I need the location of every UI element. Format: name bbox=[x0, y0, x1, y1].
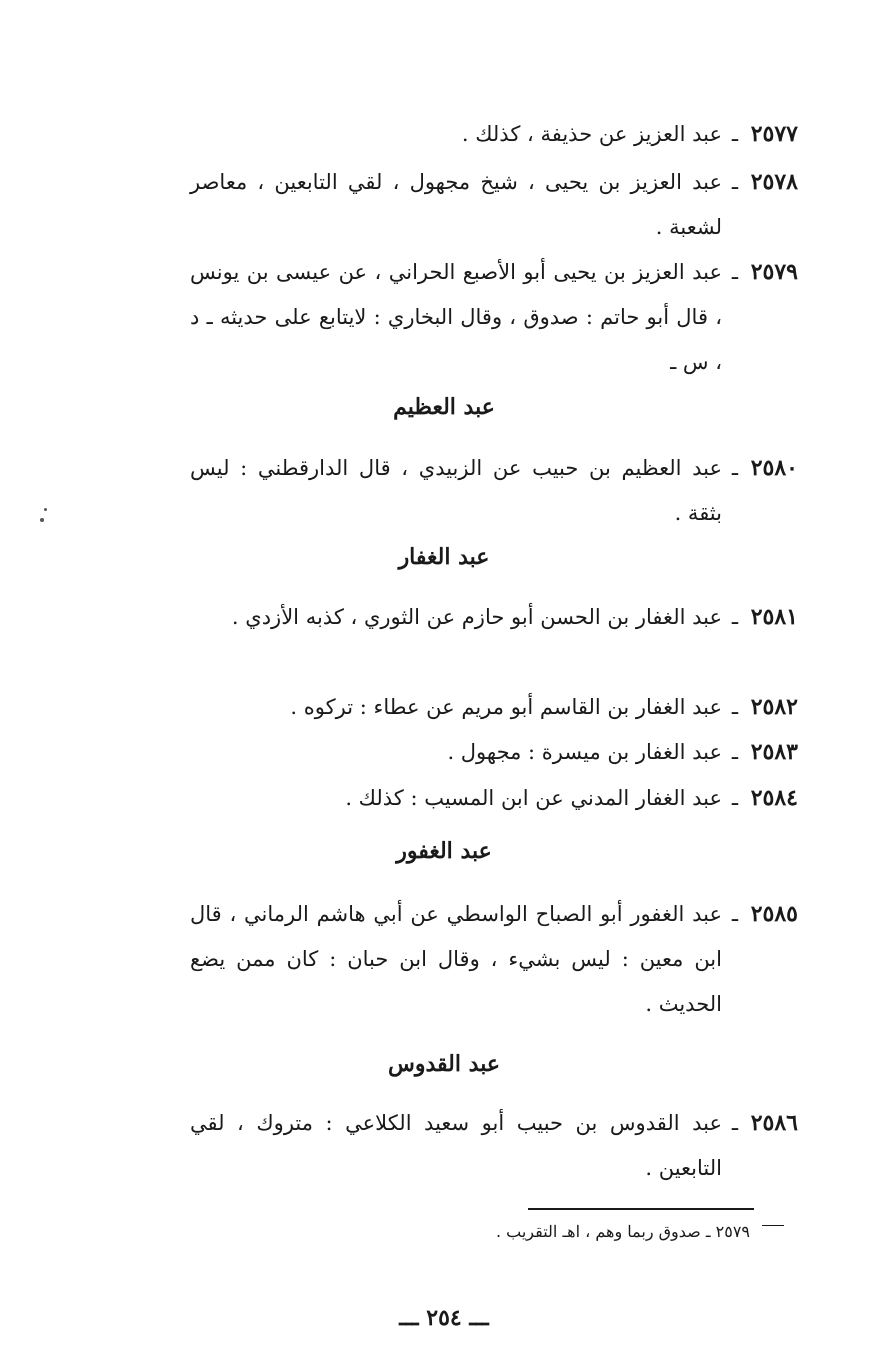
entry-2577 bbox=[190, 112, 798, 157]
entry-2583 bbox=[190, 730, 798, 775]
entry-number: ٢٥٨٠ bbox=[750, 455, 798, 481]
entry-text: عبد الغفار بن الحسن أبو حازم عن الثوري ، كذبه الأزدي . bbox=[231, 605, 722, 629]
entry-number: ٢٥٧٨ bbox=[750, 169, 798, 195]
entry-text: عبد الغفار بن ميسرة : مجهول . bbox=[447, 740, 722, 764]
footnote-marker-dash bbox=[762, 1225, 784, 1226]
entry-2581 bbox=[190, 595, 798, 640]
entry-text: عبد الغفور أبو الصباح الواسطي عن أبي هاشم الرماني ، قال ابن معين : ليس بشيء ، وقال ابن حبان : كان ممن يضع الحديث . bbox=[190, 902, 722, 1016]
entry-dash: ـ bbox=[731, 740, 739, 764]
footnote: ٢٥٧٩ ـ صدوق ربما وهم ، اهـ التقريب . bbox=[495, 1222, 750, 1241]
entry-number: ٢٥٧٩ bbox=[750, 259, 798, 285]
section-heading-abd-al-ghaffar: عبد الغفار bbox=[398, 544, 490, 570]
entry-2580 bbox=[190, 446, 798, 536]
entry-2582 bbox=[190, 685, 798, 730]
entry-number: ٢٥٨١ bbox=[750, 604, 798, 630]
entry-text: عبد العزيز عن حذيفة ، كذلك . bbox=[461, 122, 722, 146]
entry-dash: ـ bbox=[731, 122, 739, 146]
entry-dash: ـ bbox=[731, 260, 739, 284]
entry-2579 bbox=[190, 250, 798, 385]
entry-text: عبد القدوس بن حبيب أبو سعيد الكلاعي : متروك ، لقي التابعين . bbox=[190, 1111, 722, 1180]
entry-2584 bbox=[190, 776, 798, 821]
entry-number: ٢٥٨٤ bbox=[750, 785, 798, 811]
entry-number: ٢٥٨٥ bbox=[750, 901, 798, 927]
entry-dash: ـ bbox=[731, 1111, 739, 1135]
entry-2586 bbox=[190, 1101, 798, 1191]
section-heading-abd-al-quddus: عبد القدوس bbox=[388, 1051, 500, 1077]
footnote-separator bbox=[528, 1208, 754, 1210]
entry-dash: ـ bbox=[731, 902, 739, 926]
entry-2578 bbox=[190, 160, 798, 250]
entry-number: ٢٥٨٢ bbox=[750, 694, 798, 720]
entry-dash: ـ bbox=[731, 695, 739, 719]
section-heading-abd-al-azim: عبد العظيم bbox=[393, 394, 495, 420]
entry-dash: ـ bbox=[731, 605, 739, 629]
entry-text: عبد العزيز بن يحيى ، شيخ مجهول ، لقي التابعين ، معاصر لشعبة . bbox=[190, 170, 722, 239]
entry-dash: ـ bbox=[731, 170, 739, 194]
entry-number: ٢٥٨٦ bbox=[750, 1110, 798, 1136]
entry-text: عبد العزيز بن يحيى أبو الأصبع الحراني ، عن عيسى بن يونس ، قال أبو حاتم : صدوق ، وقال البخاري : لايتابع على حديثه ـ د ، س ـ bbox=[190, 260, 722, 374]
entry-number: ٢٥٨٣ bbox=[750, 739, 798, 765]
section-heading-abd-al-ghafur: عبد الغفور bbox=[396, 838, 492, 864]
entry-text: عبد الغفار بن القاسم أبو مريم عن عطاء : تركوه . bbox=[290, 695, 722, 719]
entry-dash: ـ bbox=[731, 786, 739, 810]
entry-2585 bbox=[190, 892, 798, 1027]
entry-text: عبد الغفار المدني عن ابن المسيب : كذلك . bbox=[345, 786, 722, 810]
scan-speck bbox=[44, 508, 47, 511]
scan-speck bbox=[40, 518, 44, 522]
page-number: ـــ ٢٥٤ ـــ bbox=[399, 1305, 489, 1331]
entry-text: عبد العظيم بن حبيب عن الزبيدي ، قال الدارقطني : ليس بثقة . bbox=[190, 456, 722, 525]
entry-dash: ـ bbox=[731, 456, 739, 480]
entry-number: ٢٥٧٧ bbox=[750, 121, 798, 147]
